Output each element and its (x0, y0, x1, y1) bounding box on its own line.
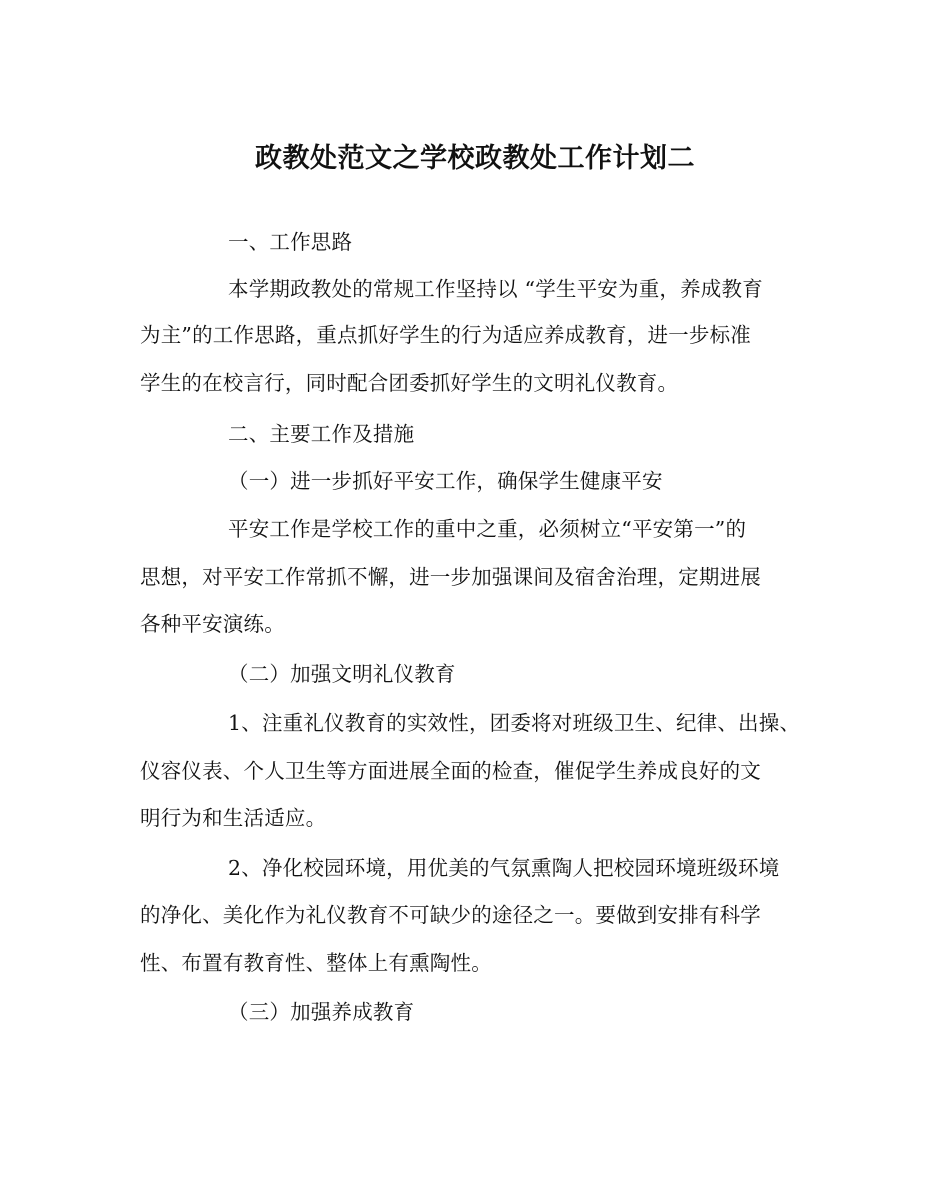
paragraph-line: 平安工作是学校工作的重中之重，必须树立“平安第一”的 (228, 517, 747, 541)
heading-work-ideas: 一、工作思路 (228, 230, 353, 254)
heading-main-work: 二、主要工作及措施 (228, 422, 415, 446)
paragraph-line: 为主”的工作思路，重点抓好学生的行为适应养成教育，进一步标准 (140, 323, 751, 347)
paragraph-line: 各种平安演练。 (140, 612, 285, 636)
paragraph-line: 2、净化校园环境，用优美的气氛熏陶人把校园环境班级环境 (228, 856, 780, 880)
paragraph-line: 本学期政教处的常规工作坚持以 “学生平安为重，养成教育 (228, 277, 763, 301)
subheading-etiquette: （二）加强文明礼仪教育 (228, 662, 456, 686)
document-title: 政教处范文之学校政教处工作计划二 (255, 143, 695, 174)
subheading-habits: （三）加强养成教育 (228, 1000, 415, 1024)
paragraph-line: 明行为和生活适应。 (140, 806, 327, 830)
paragraph-line: 思想，对平安工作常抓不懈，进一步加强课间及宿舍治理，定期进展 (140, 565, 761, 589)
paragraph-line: 学生的在校言行，同时配合团委抓好学生的文明礼仪教育。 (140, 371, 679, 395)
paragraph-line: 1、注重礼仪教育的实效性，团委将对班级卫生、纪律、出操、 (228, 711, 801, 735)
paragraph-line: 性、布置有教育性、整体上有熏陶性。 (140, 951, 492, 975)
paragraph-line: 仪容仪表、个人卫生等方面进展全面的检查，催促学生养成良好的文 (140, 759, 761, 783)
subheading-safety: （一）进一步抓好平安工作，确保学生健康平安 (228, 469, 663, 493)
paragraph-line: 的净化、美化作为礼仪教育不可缺少的途径之一。要做到安排有科学 (140, 903, 761, 927)
